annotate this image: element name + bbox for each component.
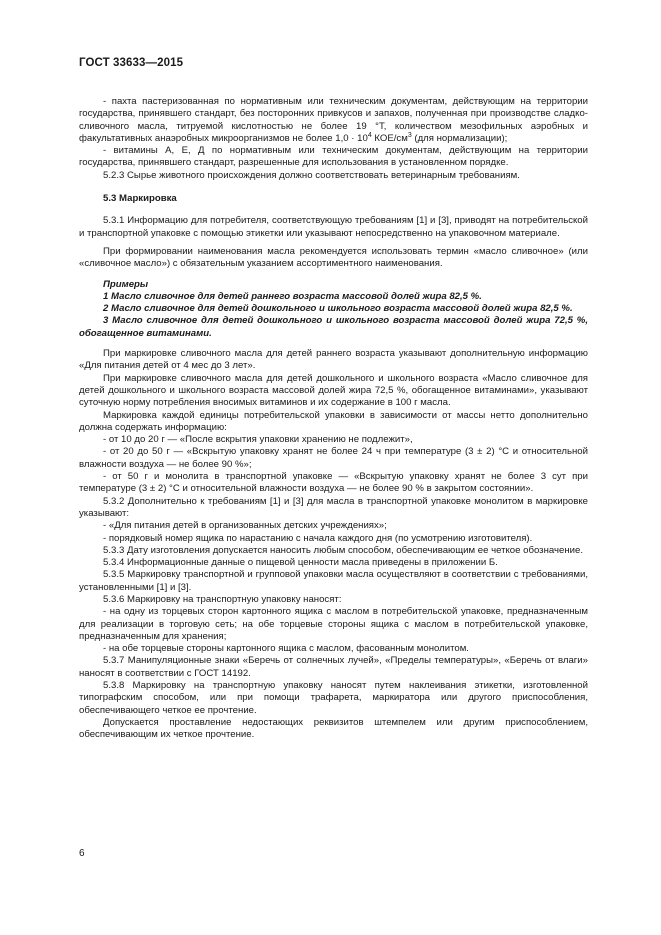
superscript-4: 4 <box>367 131 372 139</box>
paragraph-infant-marking: При маркировке сливочного масла для детей раннего возраста указывают дополнительную информацию «Для питания детей от 4 мес до 3 лет». <box>79 348 588 372</box>
paragraph-stamp: Допускается проставление недостающих реквизитов штемпелем или другим приспособлением, обеспечивающим их четкое прочтение. <box>79 716 588 741</box>
list-item-childcare: - «Для питания детей в организованных детских учреждениях»; <box>103 520 387 532</box>
paragraph-net-mass: Маркировка каждой единицы потребительской упаковки в зависимости от массы нетто дополнительно должна содержать информацию: <box>79 409 588 433</box>
document-header: ГОСТ 33633—2015 <box>79 57 184 69</box>
list-item-10-20g: - от 10 до 20 г — «После вскрытия упаковки хранению не подлежит», <box>103 434 413 446</box>
paragraph-5-3-8: 5.3.8 Маркировку на транспортную упаковку наносят путем наклеивания этикетки, изготовленной типографским способом, или при помощи трафарета, маркиратора или другого приспособления, обеспечивающего четкое ее прочтение. <box>79 680 588 716</box>
example-3: 3 Масло сливочное для детей дошкольного и школьного возраста массовой долей жира 72,5 %, обогащенное витаминами. <box>79 315 588 339</box>
example-2: 2 Масло сливочное для детей дошкольного и школьного возраста массовой долей жира 82,5 %. <box>103 303 573 315</box>
paragraph-school-marking: При маркировке сливочного масла для детей дошкольного и школьного возраста «Масло сливочное для детей дошкольного и школьного возраста массовой долей жира 72,5 %, обогащенное витаминами», указывают суточную норму потребления вносимых витаминов и их содержание в 100 г масла. <box>79 372 588 409</box>
examples-title: Примеры <box>103 278 149 290</box>
list-item-20-50g: - от 20 до 50 г — «Вскрытую упаковку хранят не более 24 ч при температуре (3 ± 2) °С и относительной влажности воздуха — не более 90 %»; <box>79 446 588 470</box>
paragraph-naming: При формировании наименования масла рекомендуется использовать термин «масло сливочное» (или «сливочное масло») с обязательным указанием ассортиментного наименования. <box>79 245 588 270</box>
list-item-50g-monolith: - от 50 г и монолита в транспортной упаковке — «Вскрытую упаковку хранят не более 3 сут при температуре (3 ± 2) °С и относительной влажности воздуха — не более 90 % в закрытом состоянии». <box>79 471 588 495</box>
document-body <box>79 96 588 742</box>
paragraph-5-3-3: 5.3.3 Дату изготовления допускается наносить любым способом, обеспечивающим ее четкое обозначение. <box>103 544 583 556</box>
paragraph-buttermilk: - пахта пастеризованная по нормативным или техническим документам, действующим на территории государства, принявшего стандарт, без посторонних привкусов и запахов, полученная при производстве сладко-сливочного масла, титруемой кислотностью не более 19 °Т, количеством мезофильных аэробных и факультативных анаэробных микроорганизмов не более $1,0 \cdot 10^4$ КОЕ/$см^3$ (для нормализации); <box>79 96 588 144</box>
example-1: 1 Масло сливочное для детей раннего возраста массовой долей жира 82,5 %. <box>103 290 482 302</box>
superscript-3: 3 <box>407 131 412 139</box>
paragraph-5-3-4: 5.3.4 Информационные данные о пищевой ценности масла приведены в приложении Б. <box>103 557 498 569</box>
paragraph-5-3-5: 5.3.5 Маркировку транспортной и групповой упаковки масла осуществляют в соответствии с требованиями, установленными [1] и [3]. <box>79 569 588 593</box>
page-number: 6 <box>79 848 85 859</box>
paragraph-5-3-2: 5.3.2 Дополнительно к требованиям [1] и [3] для масла в транспортной упаковке монолитом в маркировке указывают: <box>79 495 588 519</box>
paragraph-vitamins: - витамины А, Е, Д по нормативным или техническим документам, действующим на территории государства, принявшего стандарт, разрешенные для использования в установленном порядке. <box>79 145 588 169</box>
paragraph-5-3-7: 5.3.7 Манипуляционные знаки «Беречь от солнечных лучей», «Пределы температуры», «Беречь от влаги» наносят в соответствии с ГОСТ 14192. <box>79 655 588 679</box>
paragraph-5-2-3: 5.2.3 Сырье животного происхождения должно соответствовать ветеринарным требованиям. <box>103 169 520 181</box>
paragraph-5-3-6: 5.3.6 Маркировку на транспортную упаковку наносят: <box>103 593 342 605</box>
list-item-monolith-box: - на обе торцевые стороны картонного ящика с маслом, фасованным монолитом. <box>103 643 469 655</box>
section-heading-5-3: 5.3 Маркировка <box>103 193 177 205</box>
paragraph-5-3-1: 5.3.1 Информацию для потребителя, соответствующую требованиям [1] и [3], приводят на потребительской и транспортной упаковке с помощью этикетки или указывают непосредственно на упаковочном материале. <box>79 215 588 239</box>
list-item-box-number: - порядковый номер ящика по нарастанию с начала каждого дня (по усмотрению изготовителя). <box>103 532 533 544</box>
list-item-box-side: - на одну из торцевых сторон картонного ящика с маслом в потребительской упаковке, предназначенным для реализации в торговую сеть; на обе торцевые стороны ящика с маслом в потребительской упаковке, предназначенным для хранения; <box>79 606 588 642</box>
